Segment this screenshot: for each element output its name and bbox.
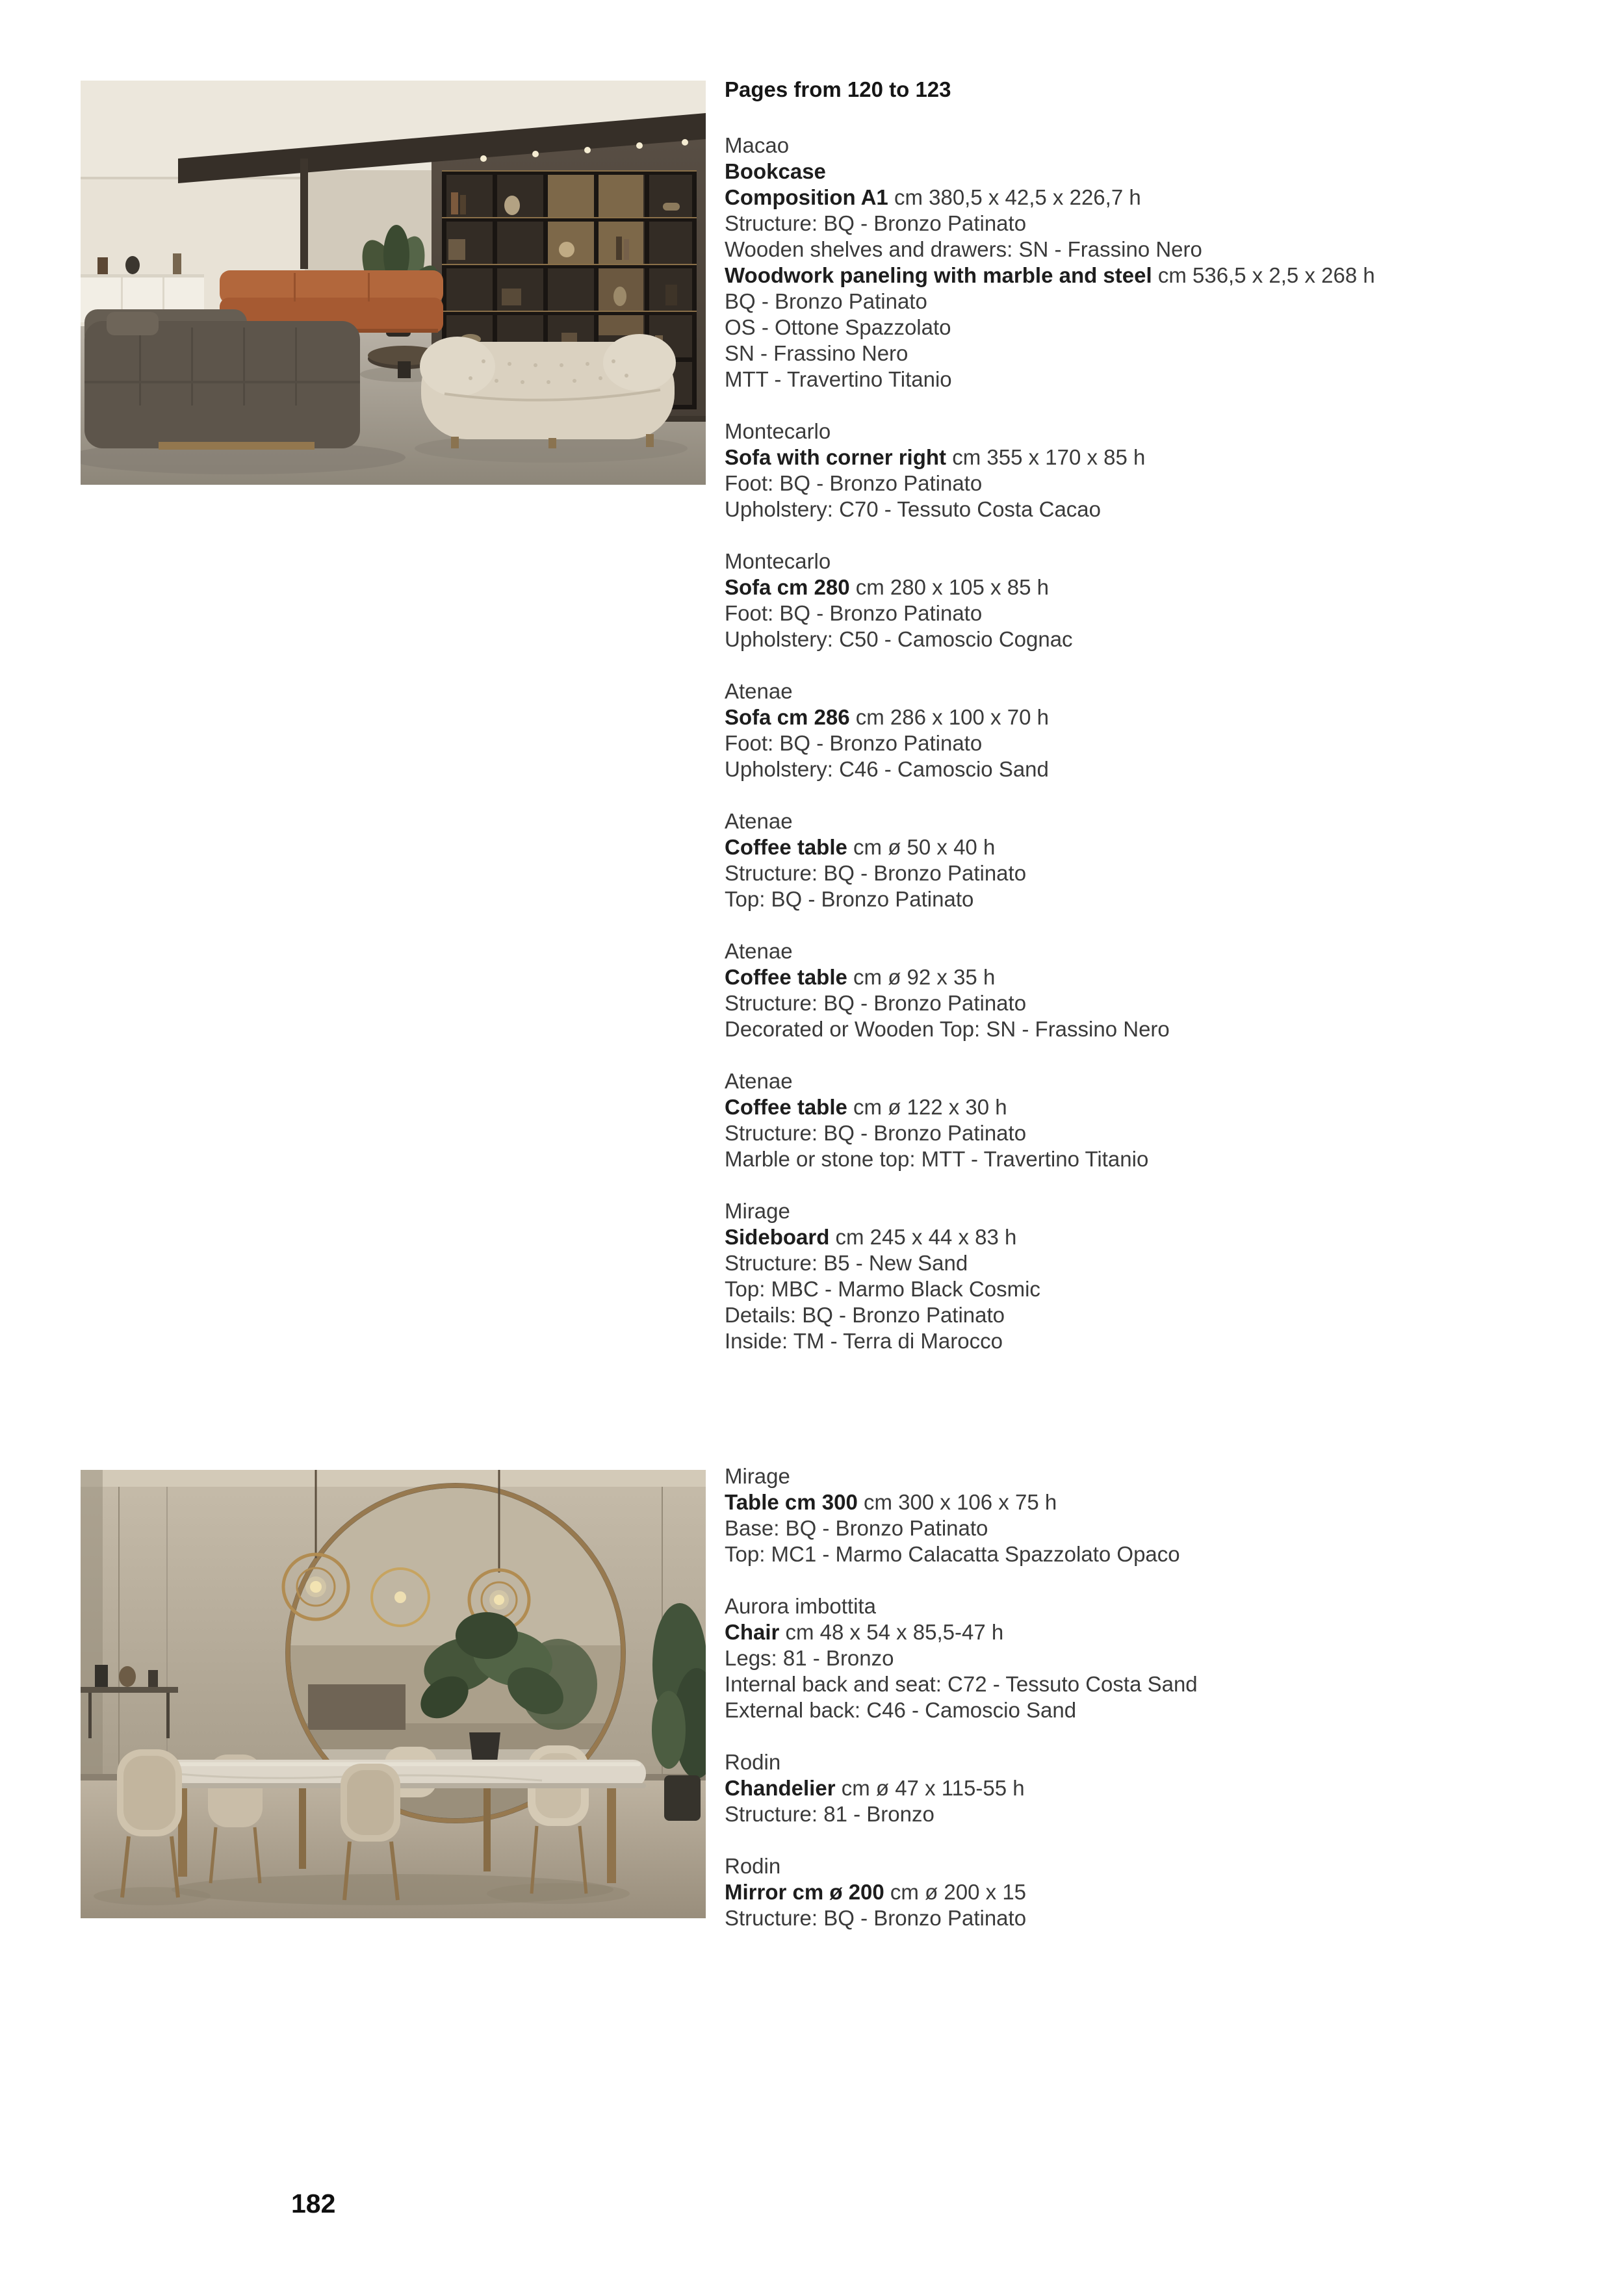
- spec-line-text: Foot: BQ - Bronzo Patinato: [725, 601, 983, 625]
- product-block: [725, 1853, 1563, 1931]
- spec-line-text: Structure: 81 - Bronzo: [725, 1802, 934, 1826]
- product-spec-lines: [725, 1489, 1563, 1567]
- photo-living-room: [81, 81, 706, 485]
- spec-line-text: Marble or stone top: MTT - Travertino Titanio: [725, 1147, 1149, 1171]
- spec-line: [725, 1146, 1563, 1172]
- product-collection-name: Montecarlo: [725, 419, 831, 443]
- sofa-dark-sectional: [84, 309, 360, 450]
- spec-line-bold: Woodwork paneling with marble and steel: [725, 263, 1152, 287]
- spec-line-bold: Composition A1: [725, 185, 888, 209]
- spec-line: [725, 1224, 1563, 1250]
- spec-line-text: Legs: 81 - Bronzo: [725, 1646, 894, 1670]
- spec-line-text: cm ø 200 x 15: [884, 1880, 1027, 1904]
- spec-line: [725, 366, 1563, 392]
- product-collection-name: Rodin: [725, 1854, 781, 1878]
- product-block: [725, 1198, 1563, 1354]
- spec-line-text: cm 245 x 44 x 83 h: [829, 1225, 1017, 1249]
- spec-line: [725, 341, 1563, 366]
- product-block: [725, 808, 1563, 912]
- spec-line: [725, 444, 1563, 470]
- spec-line-text: SN - Frassino Nero: [725, 341, 909, 365]
- spec-line: [725, 1671, 1563, 1697]
- product-spec-lines: [725, 444, 1563, 522]
- spec-line-text: cm 286 x 100 x 70 h: [849, 705, 1049, 729]
- spec-line-text: Structure: BQ - Bronzo Patinato: [725, 861, 1027, 885]
- spec-line: [725, 1120, 1563, 1146]
- spec-line-bold: Table cm 300: [725, 1490, 858, 1514]
- spec-line: [725, 1619, 1563, 1645]
- spec-line: [725, 1250, 1563, 1276]
- product-spec-lines: [725, 1775, 1563, 1827]
- spec-line-bold: Chandelier: [725, 1776, 836, 1800]
- spec-line: [725, 159, 1563, 185]
- product-collection-name: Mirage: [725, 1199, 790, 1223]
- spec-line: [725, 1489, 1563, 1515]
- spec-line-text: Structure: B5 - New Sand: [725, 1251, 968, 1275]
- product-collection-name: Rodin: [725, 1750, 781, 1774]
- spec-line: [725, 886, 1563, 912]
- spec-line: [725, 185, 1563, 211]
- product-block: [725, 1068, 1563, 1172]
- spec-line: [725, 237, 1563, 263]
- spec-line: [725, 1302, 1563, 1328]
- spec-line: [725, 315, 1563, 341]
- product-spec-lines: [725, 1619, 1563, 1723]
- spec-line-text: Upholstery: C50 - Camoscio Cognac: [725, 627, 1073, 651]
- spec-line: [725, 1541, 1563, 1567]
- spec-line: [725, 470, 1563, 496]
- spec-line-text: cm 380,5 x 42,5 x 226,7 h: [888, 185, 1141, 209]
- product-collection-name: Atenae: [725, 939, 793, 963]
- spec-line-text: Upholstery: C46 - Camoscio Sand: [725, 757, 1049, 781]
- product-collection-name: Macao: [725, 133, 790, 157]
- spec-line-text: cm ø 50 x 40 h: [847, 835, 996, 859]
- living-room-illustration: [81, 81, 706, 485]
- product-collection-name: Atenae: [725, 679, 793, 703]
- spec-line-text: Base: BQ - Bronzo Patinato: [725, 1516, 988, 1540]
- spec-line: [725, 1879, 1563, 1905]
- dining-room-illustration: [81, 1470, 706, 1918]
- sofa-cream-tufted: [420, 334, 676, 448]
- spec-line-text: cm 48 x 54 x 85,5-47 h: [779, 1620, 1004, 1644]
- product-block: [725, 133, 1563, 392]
- product-spec-lines: [725, 574, 1563, 652]
- spec-line-text: Foot: BQ - Bronzo Patinato: [725, 731, 983, 755]
- spec-line: [725, 600, 1563, 626]
- spec-line: [725, 496, 1563, 522]
- spec-line: [725, 964, 1563, 990]
- spec-line: [725, 1328, 1563, 1354]
- spec-line-bold: Sideboard: [725, 1225, 830, 1249]
- spec-line: [725, 574, 1563, 600]
- spec-line-bold: Chair: [725, 1620, 780, 1644]
- spec-line: [725, 289, 1563, 315]
- spec-line: [725, 1276, 1563, 1302]
- spec-line-bold: Sofa cm 280: [725, 575, 850, 599]
- spec-line: [725, 1016, 1563, 1042]
- spec-line-text: cm ø 92 x 35 h: [847, 965, 996, 989]
- blocks-bottom: [725, 1463, 1563, 1931]
- spec-line: [725, 704, 1563, 730]
- spec-line-text: Details: BQ - Bronzo Patinato: [725, 1303, 1005, 1327]
- spec-line: [725, 730, 1563, 756]
- product-spec-lines: [725, 834, 1563, 912]
- spec-line-text: Wooden shelves and drawers: SN - Frassino Nero: [725, 237, 1202, 261]
- product-block: [725, 678, 1563, 782]
- spec-line-text: Inside: TM - Terra di Marocco: [725, 1329, 1003, 1353]
- spec-line: [725, 1094, 1563, 1120]
- spec-section-top: [725, 77, 1563, 1380]
- spec-line-text: OS - Ottone Spazzolato: [725, 315, 951, 339]
- spec-line-text: Structure: BQ - Bronzo Patinato: [725, 1121, 1027, 1145]
- spec-line-bold: Sofa with corner right: [725, 445, 947, 469]
- spec-line: [725, 834, 1563, 860]
- product-block: [725, 1593, 1563, 1723]
- spec-line: [725, 263, 1563, 289]
- spec-line-bold: Sofa cm 286: [725, 705, 850, 729]
- spec-line-text: cm 280 x 105 x 85 h: [849, 575, 1049, 599]
- spec-line-bold: Mirror cm ø 200: [725, 1880, 884, 1904]
- product-spec-lines: [725, 704, 1563, 782]
- spec-line-text: Structure: BQ - Bronzo Patinato: [725, 1906, 1027, 1930]
- product-spec-lines: [725, 1224, 1563, 1354]
- photo-dining-room: [81, 1470, 706, 1918]
- product-spec-lines: [725, 964, 1563, 1042]
- spec-line-text: Structure: BQ - Bronzo Patinato: [725, 991, 1027, 1015]
- product-block: [725, 938, 1563, 1042]
- spec-line: [725, 1515, 1563, 1541]
- pages-range-heading: Pages from 120 to 123: [725, 77, 951, 101]
- spec-line-text: Internal back and seat: C72 - Tessuto Costa Sand: [725, 1672, 1198, 1696]
- spec-line: [725, 626, 1563, 652]
- spec-line-text: cm 536,5 x 2,5 x 268 h: [1152, 263, 1375, 287]
- spec-line-text: BQ - Bronzo Patinato: [725, 289, 927, 313]
- spec-line: [725, 860, 1563, 886]
- product-block: [725, 1749, 1563, 1827]
- spec-line-text: cm 355 x 170 x 85 h: [946, 445, 1146, 469]
- product-collection-name: Atenae: [725, 809, 793, 833]
- spec-line-text: Top: BQ - Bronzo Patinato: [725, 887, 974, 911]
- spec-line: [725, 211, 1563, 237]
- spec-line-text: Foot: BQ - Bronzo Patinato: [725, 471, 983, 495]
- spec-line-text: cm ø 122 x 30 h: [847, 1095, 1007, 1119]
- product-block: [725, 1463, 1563, 1567]
- product-spec-lines: [725, 1094, 1563, 1172]
- product-collection-name: Atenae: [725, 1069, 793, 1093]
- spec-line-text: External back: C46 - Camoscio Sand: [725, 1698, 1077, 1722]
- product-block: [725, 548, 1563, 652]
- spec-line-text: Top: MC1 - Marmo Calacatta Spazzolato Opaco: [725, 1542, 1180, 1566]
- spec-line: [725, 756, 1563, 782]
- spec-line-text: cm 300 x 106 x 75 h: [857, 1490, 1057, 1514]
- spec-line-text: Structure: BQ - Bronzo Patinato: [725, 211, 1027, 235]
- spec-line-text: Decorated or Wooden Top: SN - Frassino Nero: [725, 1017, 1170, 1041]
- spec-line-bold: Coffee table: [725, 1095, 847, 1119]
- spec-line: [725, 1905, 1563, 1931]
- spec-line: [725, 990, 1563, 1016]
- product-spec-lines: [725, 1879, 1563, 1931]
- spec-line: [725, 1801, 1563, 1827]
- spec-line: [725, 1697, 1563, 1723]
- product-collection-name: Mirage: [725, 1464, 790, 1488]
- spec-line: [725, 1645, 1563, 1671]
- spec-line-bold: Coffee table: [725, 835, 847, 859]
- spec-section-bottom: [725, 1463, 1563, 1957]
- spec-line-text: MTT - Travertino Titanio: [725, 367, 952, 391]
- spec-line-bold: Bookcase: [725, 159, 826, 183]
- product-spec-lines: [725, 159, 1563, 392]
- spec-line: [725, 1775, 1563, 1801]
- spec-line-text: Upholstery: C70 - Tessuto Costa Cacao: [725, 497, 1101, 521]
- blocks-top: [725, 133, 1563, 1354]
- product-collection-name: Aurora imbottita: [725, 1594, 876, 1618]
- spec-line-text: Top: MBC - Marmo Black Cosmic: [725, 1277, 1040, 1301]
- spec-line-text: cm ø 47 x 115-55 h: [835, 1776, 1025, 1800]
- spec-line-bold: Coffee table: [725, 965, 847, 989]
- product-collection-name: Montecarlo: [725, 549, 831, 573]
- product-block: [725, 418, 1563, 522]
- page-number: 182: [291, 2189, 336, 2218]
